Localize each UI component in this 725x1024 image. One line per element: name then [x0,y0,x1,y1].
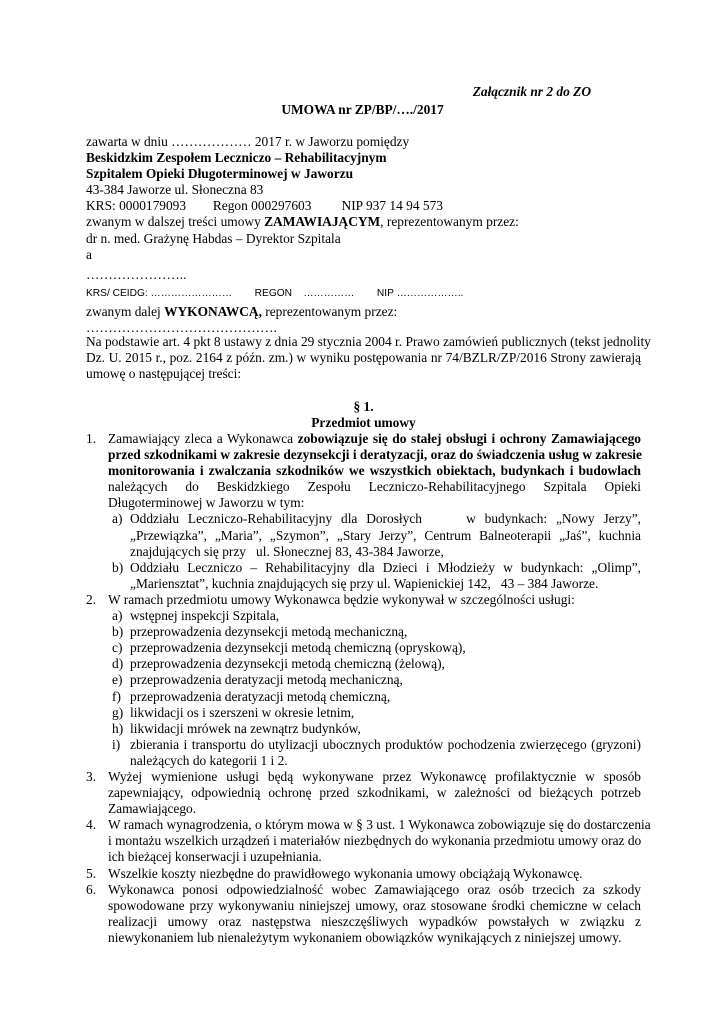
item-text: wstępnej inspekcji Szpitala, [130,608,280,624]
party2-role: WYKONAWCĄ, [164,303,262,319]
clause-number: 2. [86,591,97,607]
party1-role: ZAMAWIAJĄCYM [264,214,381,230]
conjunction-and: a [86,246,92,262]
list-item [112,672,641,688]
item-text: przeprowadzenia deratyzacji metodą mechaniczną, [130,672,403,688]
section-title: Przedmiot umowy [311,415,416,431]
clause-2-list [112,608,641,769]
legal-basis-line: Na podstawie art. 4 pkt 8 ustawy z dnia 29 stycznia 2004 r. Prawo zamówień publicznych (tekst jednolity [86,334,651,349]
party1-called [86,214,641,230]
list-item [112,704,641,721]
clause-3-line: Wyżej wymienione usługi będą wykonywane przez Wykonawcę profilaktycznie w sposób [108,768,641,784]
item-text: likwidacji os i szerszeni w okresie letnim, [130,704,355,720]
clause-5-line: Wszelkie koszty niezbędne do prawidłowego wykonania umowy obciążają Wykonawcę. [108,865,583,881]
party2-name-placeholder: ………………….. [86,266,187,282]
item-letter: b) [112,559,124,575]
item-line: należących do kategorii 1 i 2. [130,752,288,768]
clause-1-text-pre: Zamawiający zleca a Wykonawca [108,431,298,446]
clause-6-line: spowodowane przy wykonywaniu niniejszej umowy, oraz stosowane środki chemiczne w celach [108,897,641,913]
item-line: Oddziału Leczniczo – Rehabilitacyjny dla Dzieci i Młodzieży w budynkach: „Olimp”, [130,559,641,575]
clause-number: 1. [86,431,97,446]
clause-number: 3. [86,768,97,784]
party1-representative: dr n. med. Grażynę Habdas – Dyrektor Szpitala [86,230,341,246]
clause-6-line: niewykonaniem lub nienależytym wykonaniem obowiązków wynikających z niniejszej umowy. [108,929,622,945]
item-line: znajdujących się przy ul. Słonecznej 83, 43-384 Jaworze, [130,543,444,559]
item-letter: c) [112,640,123,656]
annex-label: Załącznik nr 2 do ZO [472,84,591,99]
party1-address: 43-384 Jaworze ul. Słoneczna 83 [86,182,264,198]
party1-identifiers: KRS: 0000179093 Regon 000297603 NIP 937 14 94 573 [86,198,443,214]
item-line: „Przewiązka”, „Maria”, „Szymon”, „Stary Jerzy”, Centrum Balneoterapii „Jaś”, kuchnia [130,527,641,543]
clause-1-line [108,431,641,447]
item-text: przeprowadzenia dezynsekcji metodą chemiczną (opryskową), [130,640,466,656]
item-text: likwidacji mrówek na zewnątrz budynków, [130,720,361,736]
clause-4 [86,817,651,865]
clause-number: 5. [86,865,97,881]
item-text: przeprowadzenia dezynsekcji metodą chemiczną (żelową), [130,656,445,672]
party2-called [86,304,641,320]
party1-called-pre: zwanym w dalszej treści umowy [86,214,265,230]
clause-6-line: Wykonawca ponosi odpowiedzialność wobec Zamawiającego oraz osób trzecich za szkody [108,881,641,897]
clause-1 [86,431,642,592]
item-line: Oddziału Leczniczo-Rehabilitacyjny dla Dorosłych w budynkach: „Nowy Jerzy”, [130,511,641,527]
party2-representative-placeholder: ……………………………………. [86,319,277,335]
item-line: „Mariensztat”, kuchnia znajdujących się przy ul. Wapienickiej 142, 43 – 384 Jaworze. [130,575,599,591]
section-sign: § 1. [353,399,374,414]
section-1-body [86,431,651,946]
list-item [112,688,641,705]
clause-1-line: Długoterminowej w Jaworzu w tym: [108,495,305,511]
item-letter: a) [112,511,123,527]
clause-4-line: i montażu wszelkich urządzeń i materiałów niezbędnych do wykonania przedmiotu umowy oraz do [108,833,642,849]
clause-5 [86,865,641,882]
clause-2-intro: W ramach przedmiotu umowy Wykonawca będzie wykonywał w szczególności usługi: [108,591,575,607]
item-letter: h) [112,720,124,736]
party2-called-pre: zwanym dalej [86,303,165,319]
clause-1-line: monitorowania i zwalczania szkodników we wszystkich obiektach, budynkach i budowlach [108,463,641,479]
list-item [112,656,641,672]
item-text: przeprowadzenia deratyzacji metodą chemiczną, [130,688,391,704]
list-item [112,624,641,640]
item-line: zbierania i transportu do utylizacji ubocznych produktów pochodzenia zwierzęcego (gryzoni) [130,736,641,752]
item-letter: e) [112,672,123,688]
clause-1-item-b [112,559,641,592]
clause-1-line: przed szkodnikami w zakresie dezynsekcji i deratyzacji, oraz do świadczenia usług w zakresie [108,447,642,463]
clause-3-line: zapewniający, odpowiednią ochronę przed szkodnikami, w zależności od bieżących potrzeb [108,785,641,801]
list-item [112,720,641,737]
item-letter: f) [112,688,121,704]
clause-1-line: należących do Beskidzkiego Zespołu Leczniczo-Rehabilitacyjnego Szpitala Opieki [108,479,641,495]
clause-3 [86,768,641,817]
party2-called-post: reprezentowanym przez: [261,303,398,319]
clause-3-line: Zamawiającego. [108,801,197,817]
party1-name-line1: Beskidzkim Zespołem Leczniczo – Rehabilitacyjnym [86,150,387,166]
list-item [112,608,641,624]
legal-basis-line: umowę o następującej treści: [86,366,242,382]
clause-4-line: W ramach wynagrodzenia, o którym mowa w § 3 ust. 1 Wykonawca zobowiązuje się do dostarczenia [108,817,651,833]
legal-basis-line: Dz. U. 2015 r., poz. 2164 z późn. zm.) w wyniku postępowania nr 74/BZLR/ZP/2016 Strony zawierają [86,350,641,366]
party2-identifiers: KRS/ CEIDG: …………………… REGON …………… NIP ……………….. [86,287,464,299]
clause-number: 4. [86,817,97,833]
list-item [112,736,641,769]
clause-2 [86,591,641,769]
clause-6 [86,881,641,946]
contract-title: UMOWA nr ZP/BP/…./2017 [281,102,444,117]
clause-1-text-bold: zobowiązuje się do stałej obsługi i ochrony Zamawiającego [297,431,641,446]
party1-called-post: , reprezentowanym przez: [380,214,519,230]
concluded-line: zawarta w dniu ……………… 2017 r. w Jaworzu pomiędzy [86,134,410,149]
party1-name-line2: Szpitalem Opieki Długoterminowej w Jaworzu [86,166,354,182]
item-letter: a) [112,608,123,624]
parties-block [86,134,641,336]
clause-number: 6. [86,881,97,897]
item-letter: i) [112,736,121,752]
item-letter: d) [112,656,124,672]
clause-1-item-a [112,511,641,559]
clause-6-line: realizacji umowy oraz następstwa nieszczęśliwych wypadków powstałych w związku z [108,913,641,929]
item-letter: g) [112,704,124,720]
list-item [112,640,641,656]
item-letter: b) [112,624,124,640]
clause-4-line: ich bieżącej konserwacji i uzupełniania. [108,849,322,865]
legal-basis-paragraph [86,334,651,382]
item-text: przeprowadzenia dezynsekcji metodą mechaniczną, [130,624,408,640]
section-1-heading [86,399,641,431]
